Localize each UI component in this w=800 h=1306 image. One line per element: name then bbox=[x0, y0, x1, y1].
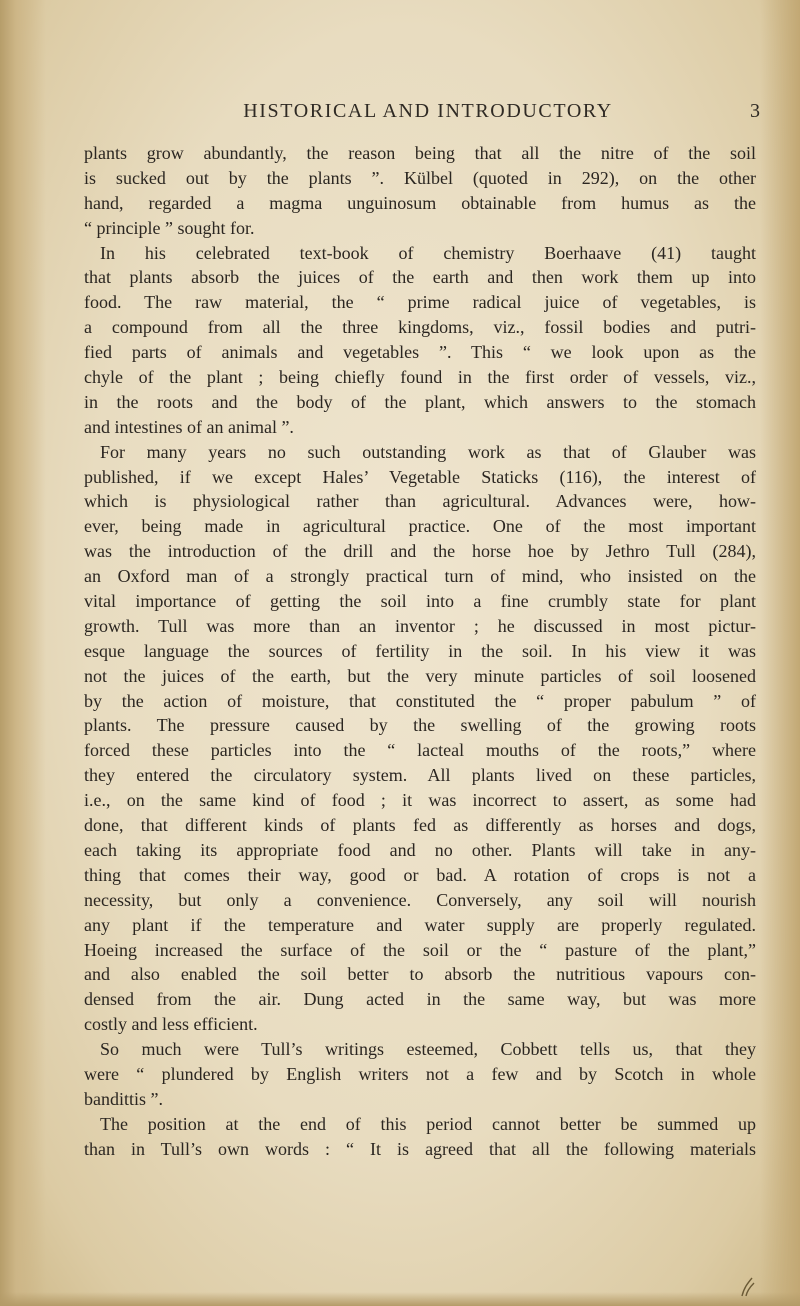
text-line: is sucked out by the plants ”. Külbel (quoted in 292), on the other bbox=[84, 167, 756, 188]
text-line: chyle of the plant ; being chiefly found in the first order of vessels, viz., bbox=[84, 367, 756, 388]
page-shadow-bottom bbox=[0, 1292, 800, 1306]
text-line: an Oxford man of a strongly practical turn of mind, who insisted on the bbox=[84, 566, 756, 587]
text-line: they entered the circulatory system. All plants lived on these particles, bbox=[84, 765, 756, 786]
text-line: plants grow abundantly, the reason being that all the nitre of the soil bbox=[84, 143, 756, 163]
body-text bbox=[84, 141, 756, 1162]
text-line: thing that comes their way, good or bad. A rotation of crops is not a bbox=[84, 864, 756, 885]
text-line: necessity, but only a convenience. Conversely, any soil will nourish bbox=[84, 889, 756, 910]
page-shadow-left bbox=[0, 0, 46, 1306]
text-line: esque language the sources of fertility in the soil. In his view it was bbox=[84, 640, 756, 661]
text-line: costly and less efficient. bbox=[84, 1014, 258, 1035]
text-line: were “ plundered by English writers not a few and by Scotch in whole bbox=[84, 1063, 756, 1084]
text-line: food. The raw material, the “ prime radical juice of vegetables, is bbox=[84, 292, 756, 313]
text-line: that plants absorb the juices of the earth and then work them up into bbox=[84, 267, 756, 288]
page-number: 3 bbox=[750, 100, 760, 122]
text-line: So much were Tull’s writings esteemed, Cobbett tells us, that they bbox=[100, 1039, 756, 1060]
running-head bbox=[0, 100, 800, 130]
page-shadow-right bbox=[760, 0, 800, 1306]
corner-smudge bbox=[738, 1276, 756, 1298]
text-line: fied parts of animals and vegetables ”. This “ we look upon as the bbox=[84, 342, 756, 363]
text-line: than in Tull’s own words : “ It is agreed that all the following materials bbox=[84, 1138, 756, 1159]
text-line: bandittis ”. bbox=[84, 1088, 163, 1109]
text-line: was the introduction of the drill and the horse hoe by Jethro Tull (284), bbox=[84, 541, 756, 562]
text-line: plants. The pressure caused by the swelling of the growing roots bbox=[84, 715, 756, 736]
text-line: hand, regarded a magma unguinosum obtainable from humus as the bbox=[84, 192, 756, 213]
text-line: a compound from all the three kingdoms, viz., fossil bodies and putri- bbox=[84, 317, 756, 338]
text-line: in the roots and the body of the plant, which answers to the stomach bbox=[84, 391, 756, 412]
text-line: done, that different kinds of plants fed as differently as horses and dogs, bbox=[84, 815, 756, 836]
text-line: In his celebrated text-book of chemistry Boerhaave (41) taught bbox=[100, 242, 756, 263]
text-line: not the juices of the earth, but the very minute particles of soil loosened bbox=[84, 665, 756, 686]
text-line: and intestines of an animal ”. bbox=[84, 416, 294, 437]
text-line: any plant if the temperature and water supply are properly regulated. bbox=[84, 914, 756, 935]
text-line: For many years no such outstanding work as that of Glauber was bbox=[100, 441, 756, 462]
text-line: i.e., on the same kind of food ; it was incorrect to assert, as some had bbox=[84, 790, 756, 811]
text-line: Hoeing increased the surface of the soil or the “ pasture of the plant,” bbox=[84, 939, 756, 960]
text-line: “ principle ” sought for. bbox=[84, 217, 255, 238]
text-line: vital importance of getting the soil into a fine crumbly state for plant bbox=[84, 591, 756, 612]
text-line: densed from the air. Dung acted in the same way, but was more bbox=[84, 989, 756, 1010]
text-line: and also enabled the soil better to absorb the nutritious vapours con- bbox=[84, 964, 756, 985]
text-line: The position at the end of this period cannot better be summed up bbox=[100, 1113, 756, 1134]
text-line: by the action of moisture, that constituted the “ proper pabulum ” of bbox=[84, 690, 756, 711]
running-title: HISTORICAL AND INTRODUCTORY bbox=[243, 100, 613, 122]
text-line: growth. Tull was more than an inventor ; he discussed in most pictur- bbox=[84, 615, 756, 636]
text-line: which is physiological rather than agricultural. Advances were, how- bbox=[84, 491, 756, 512]
text-line: each taking its appropriate food and no other. Plants will take in any- bbox=[84, 839, 756, 860]
text-line: published, if we except Hales’ Vegetable Staticks (116), the interest of bbox=[84, 466, 756, 487]
text-line: ever, being made in agricultural practice. One of the most important bbox=[84, 516, 756, 537]
text-line: forced these particles into the “ lacteal mouths of the roots,” where bbox=[84, 740, 756, 761]
